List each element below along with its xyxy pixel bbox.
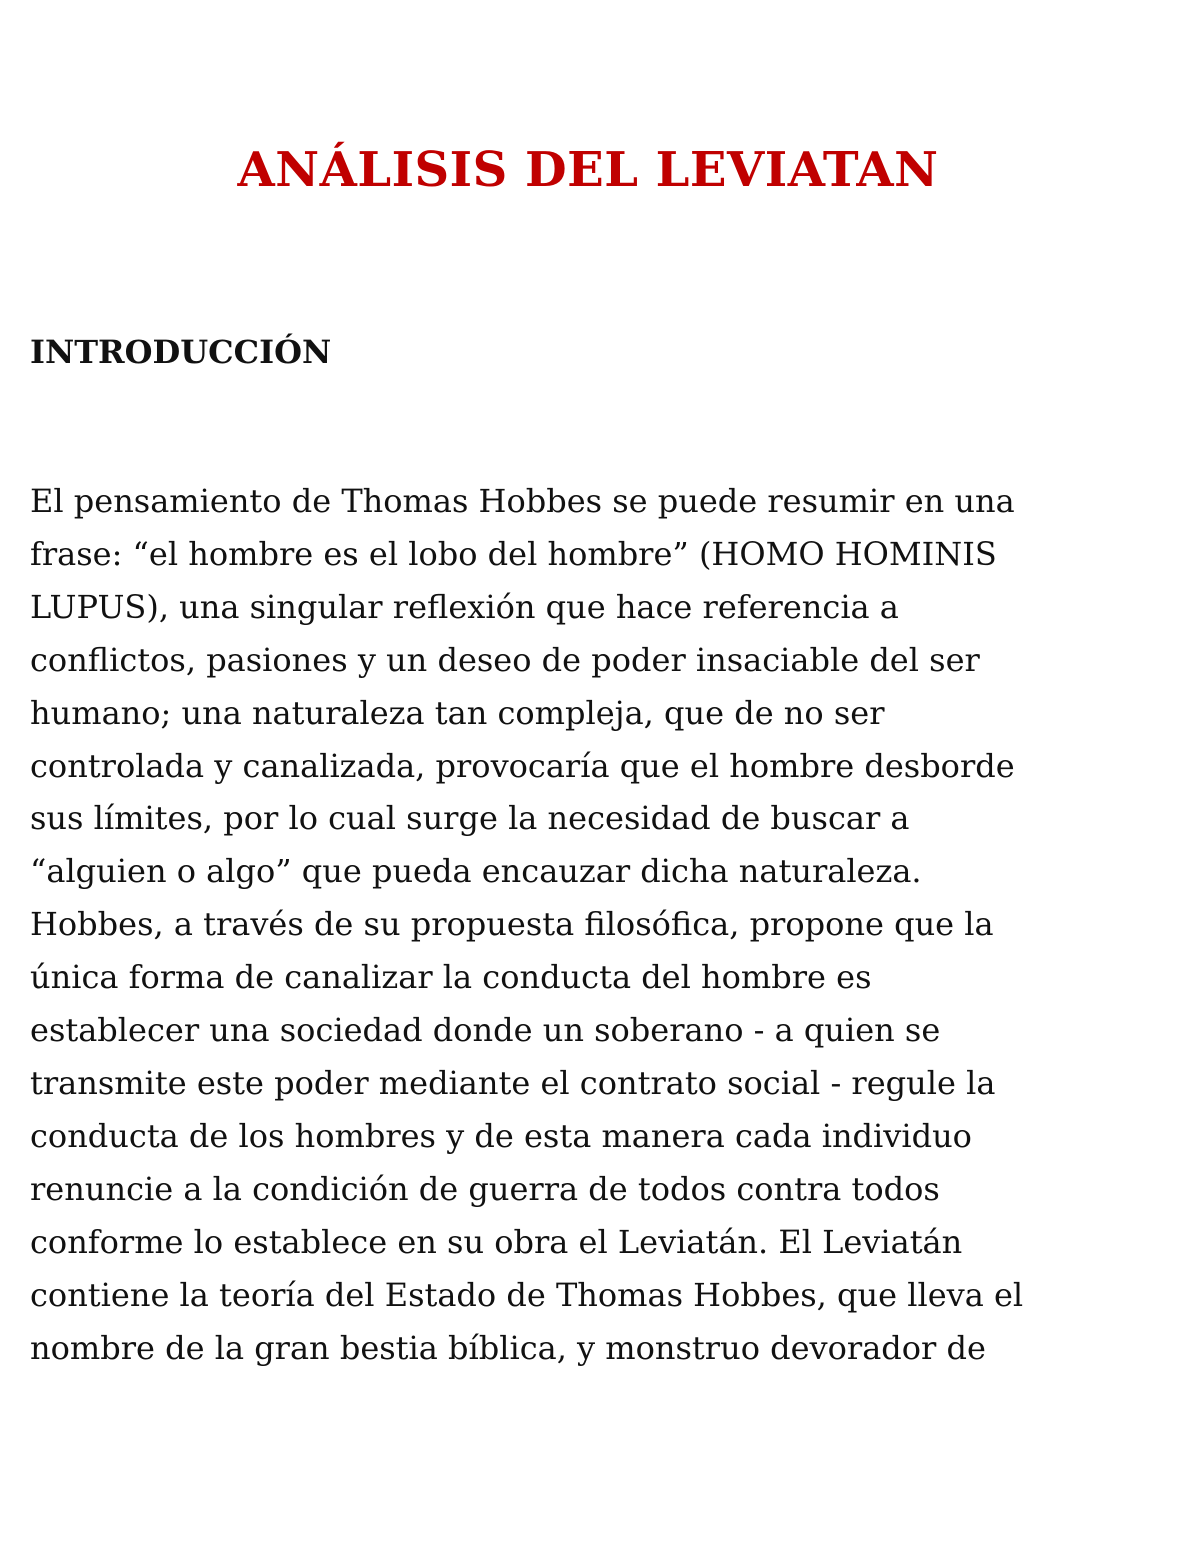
paragraph-line: contiene la teoría del Estado de Thomas Hobbes, que lleva el [30, 1275, 1024, 1314]
paragraph-line: Hobbes, a través de su propuesta filosófica, propone que la [30, 905, 994, 944]
paragraph-line: única forma de canalizar la conducta del hombre es [30, 958, 872, 997]
document-title: ANÁLISIS DEL LEVIATAN [237, 142, 939, 198]
paragraph-line: nombre de la gran bestia bíblica, y monstruo devorador de [30, 1328, 986, 1367]
paragraph-line: humano; una naturaleza tan compleja, que de no ser [30, 693, 885, 732]
paragraph-line: transmite este poder mediante el contrato social - regule la [30, 1063, 996, 1102]
body-paragraph [30, 475, 1180, 1374]
paragraph-line: controlada y canalizada, provocaría que el hombre desborde [30, 746, 1015, 785]
paragraph-line: renuncie a la condición de guerra de todos contra todos [30, 1169, 940, 1208]
paragraph-line: establecer una sociedad donde un soberano - a quien se [30, 1011, 941, 1050]
paragraph-line: LUPUS), una singular reflexión que hace referencia a [30, 587, 899, 626]
paragraph-line: sus límites, por lo cual surge la necesidad de buscar a [30, 799, 910, 838]
paragraph-line: conforme lo establece en su obra el Leviatán. El Leviatán [30, 1222, 963, 1261]
section-heading-introduccion: INTRODUCCIÓN [30, 333, 332, 371]
paragraph-line: “alguien o algo” que pueda encauzar dicha naturaleza. [30, 852, 922, 891]
paragraph-line: conflictos, pasiones y un deseo de poder insaciable del ser [30, 640, 980, 679]
paragraph-line: El pensamiento de Thomas Hobbes se puede resumir en una [30, 482, 1015, 520]
paragraph-line: conducta de los hombres y de esta manera cada individuo [30, 1116, 972, 1155]
paragraph-line: frase: “el hombre es el lobo del hombre” (HOMO HOMINIS [30, 534, 997, 573]
